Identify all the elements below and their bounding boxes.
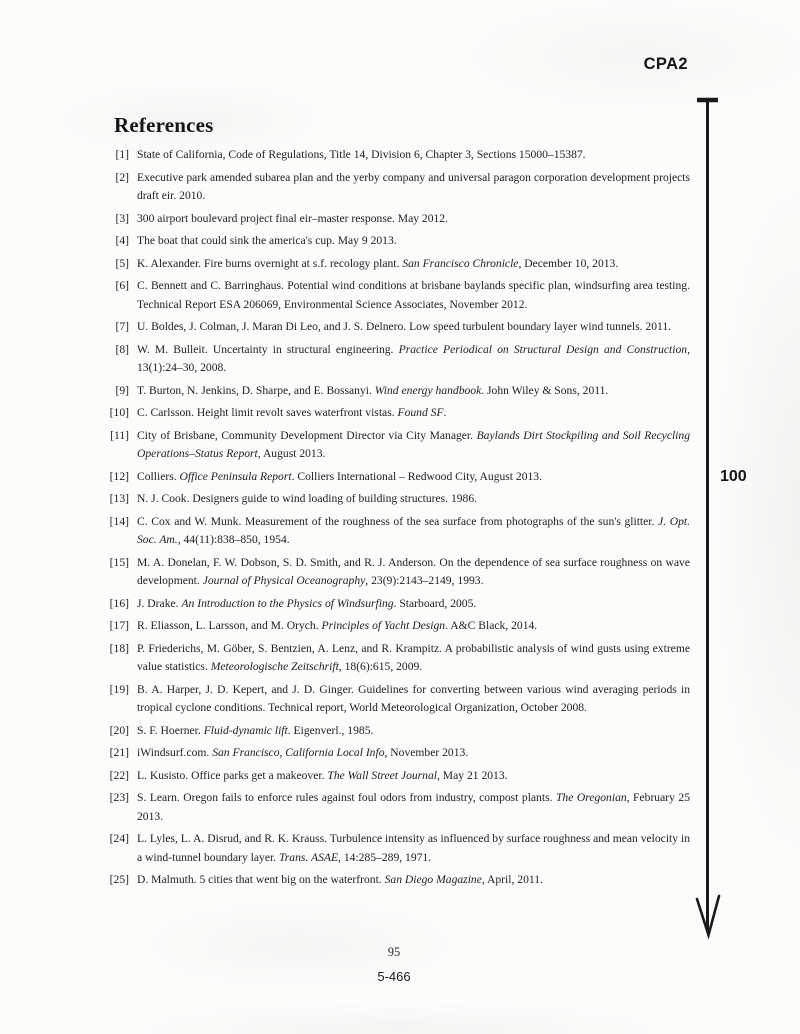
- reference-text: C. Bennett and C. Barringhaus. Potential wind conditions at brisbane baylands specific plan, windsurfing area testing. Technical Report ESA 206069, Environmental Science Associates, November 2012.: [137, 279, 690, 311]
- reference-number: [24]: [109, 832, 129, 845]
- annotation-value: 100: [720, 468, 747, 485]
- reference-text: B. A. Harper, J. D. Kepert, and J. D. Ginger. Guidelines for converting between various wind averaging periods in tropical cyclone conditions. Technical report, World Meteorological Organization, October 2008.: [137, 682, 690, 714]
- stamp-number: 5-466: [377, 969, 411, 984]
- reference-number: [10]: [109, 406, 129, 419]
- reference-number: [11]: [110, 428, 129, 442]
- reference-item: [98, 595, 690, 614]
- reference-item: [98, 169, 690, 206]
- reference-text: U. Boldes, J. Colman, J. Maran Di Leo, and J. S. Delnero. Low speed turbulent boundary layer wind tunnels. 2011.: [137, 320, 672, 333]
- reference-item: [98, 404, 690, 423]
- reference-text: Executive park amended subarea plan and the yerby company and universal paragon corporation development projects draft eir. 2010.: [137, 170, 690, 202]
- reference-number: [3]: [115, 211, 129, 225]
- reference-item: [98, 232, 690, 251]
- reference-item: [98, 341, 690, 378]
- reference-text: C. Carlsson. Height limit revolt saves waterfront vistas. Found SF.: [137, 406, 447, 419]
- reference-number: [4]: [115, 234, 129, 247]
- reference-number: [13]: [109, 492, 129, 505]
- reference-text: iWindsurf.com. San Francisco, California Local Info, November 2013.: [137, 746, 469, 759]
- reference-number: [9]: [115, 383, 129, 397]
- reference-item: [98, 681, 690, 718]
- references-list: [98, 146, 690, 894]
- reference-text: State of California, Code of Regulations, Title 14, Division 6, Chapter 3, Sections 15000–15387.: [137, 148, 586, 161]
- reference-text: K. Alexander. Fire burns overnight at s.f. recology plant. San Francisco Chronicle, December 10, 2013.: [137, 256, 619, 270]
- reference-item: [98, 789, 690, 826]
- reference-number: [1]: [115, 148, 129, 161]
- reference-item: [98, 210, 690, 229]
- reference-item: [98, 255, 690, 274]
- reference-text: L. Kusisto. Office parks get a makeover. The Wall Street Journal, May 21 2013.: [137, 768, 508, 782]
- reference-text: J. Drake. An Introduction to the Physics of Windsurfing. Starboard, 2005.: [137, 596, 477, 610]
- reference-text: S. F. Hoerner. Fluid-dynamic lift. Eigenverl., 1985.: [137, 723, 374, 737]
- reference-item: [98, 468, 690, 487]
- page-title: References: [114, 113, 214, 137]
- reference-item: [98, 318, 690, 337]
- reference-number: [7]: [115, 320, 129, 333]
- reference-text: T. Burton, N. Jenkins, D. Sharpe, and E. Bossanyi. Wind energy handbook. John Wiley & Sons, 2011.: [137, 383, 609, 397]
- reference-item: [98, 830, 690, 867]
- reference-item: [98, 490, 690, 509]
- reference-item: [98, 744, 690, 763]
- reference-item: [98, 871, 690, 890]
- reference-text: N. J. Cook. Designers guide to wind loading of building structures. 1986.: [137, 492, 478, 505]
- reference-number: [15]: [109, 555, 129, 569]
- reference-item: [98, 277, 690, 314]
- header-label: CPA2: [643, 55, 688, 73]
- reference-item: [98, 427, 690, 464]
- reference-item: [98, 554, 690, 591]
- page-number: 95: [387, 945, 401, 959]
- reference-number: [19]: [109, 682, 129, 696]
- reference-number: [12]: [109, 469, 129, 483]
- reference-number: [16]: [109, 596, 129, 610]
- reference-text: P. Friederichs, M. Göber, S. Bentzien, A. Lenz, and R. Krampitz. A probabilistic analysis of wind gusts using extreme value statistics. Meteorologische Zeitschrift, 18(6):615, 2009.: [137, 641, 690, 673]
- reference-item: [98, 513, 690, 550]
- reference-text: 300 airport boulevard project final eir–master response. May 2012.: [137, 211, 449, 225]
- reference-item: [98, 722, 690, 741]
- reference-item: [98, 617, 690, 636]
- reference-text: W. M. Bulleit. Uncertainty in structural engineering. Practice Periodical on Structural Design and Construction, 13(1):24–30, 2008.: [137, 342, 690, 374]
- reference-number: [2]: [115, 170, 129, 184]
- reference-item: [98, 146, 690, 165]
- reference-number: [5]: [115, 256, 129, 270]
- reference-number: [25]: [109, 873, 129, 886]
- reference-text: M. A. Donelan, F. W. Dobson, S. D. Smith, and R. J. Anderson. On the dependence of sea surface roughness on wave development. Journal of Physical Oceanography, 23(9):2143–2149, 1993.: [137, 555, 690, 587]
- reference-text: Colliers. Office Peninsula Report. Colliers International – Redwood City, August 2013.: [137, 469, 543, 483]
- reference-number: [23]: [109, 791, 129, 804]
- reference-text: City of Brisbane, Community Development Director via City Manager. Baylands Dirt Stockpiling and Soil Recycling Operations–Status Report, August 2013.: [137, 428, 691, 460]
- reference-text: C. Cox and W. Munk. Measurement of the roughness of the sea surface from photographs of the sun's glitter. J. Opt. Soc. Am., 44(11):838–850, 1954.: [137, 514, 691, 546]
- vertical-measurement-arrow-icon: [688, 92, 730, 944]
- reference-number: [14]: [109, 514, 129, 528]
- reference-item: [98, 382, 690, 401]
- reference-number: [22]: [109, 768, 129, 782]
- reference-number: [6]: [115, 279, 129, 292]
- reference-item: [98, 640, 690, 677]
- reference-item: [98, 767, 690, 786]
- reference-number: [17]: [109, 619, 129, 632]
- reference-text: D. Malmuth. 5 cities that went big on the waterfront. San Diego Magazine, April, 2011.: [137, 873, 543, 886]
- reference-text: The boat that could sink the america's cup. May 9 2013.: [137, 234, 397, 247]
- reference-number: [20]: [109, 723, 129, 737]
- reference-text: L. Lyles, L. A. Disrud, and R. K. Krauss. Turbulence intensity as influenced by surface roughness and mean velocity in a wind-tunnel boundary layer. Trans. ASAE, 14:285–289, 1971.: [137, 832, 690, 864]
- reference-text: R. Eliasson, L. Larsson, and M. Orych. Principles of Yacht Design. A&C Black, 2014.: [137, 619, 538, 632]
- reference-number: [18]: [109, 641, 129, 655]
- reference-text: S. Learn. Oregon fails to enforce rules against foul odors from industry, compost plants. The Oregonian, February 25 2013.: [137, 791, 690, 823]
- reference-number: [8]: [115, 342, 129, 356]
- reference-number: [21]: [109, 746, 129, 759]
